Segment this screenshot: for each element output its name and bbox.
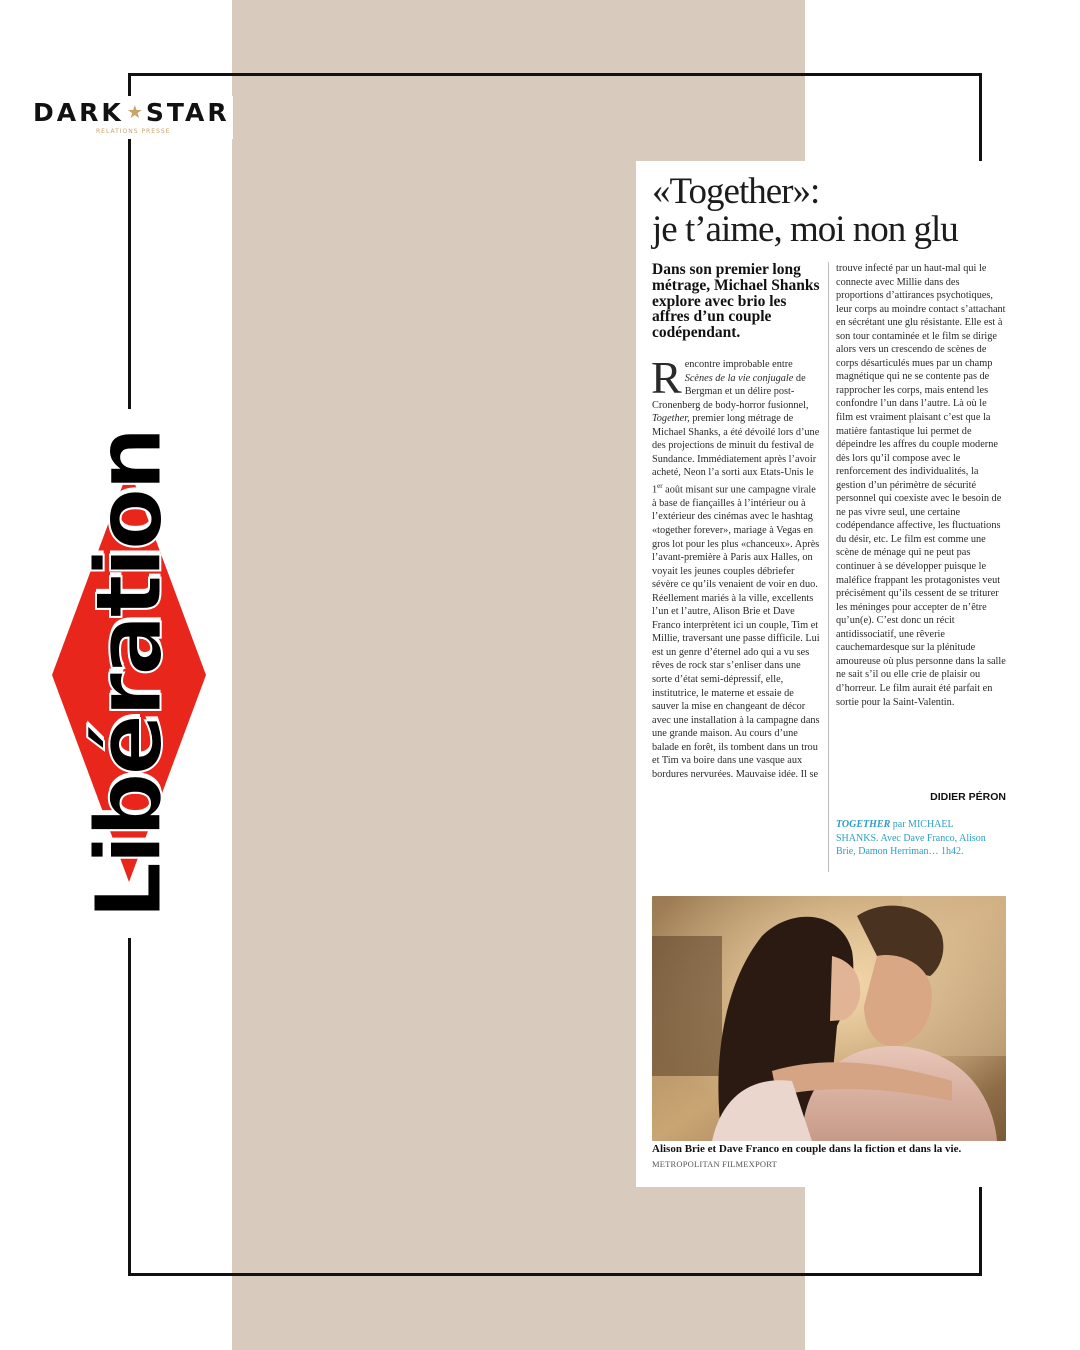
body-text: de Bergman et un délire post-Cronenberg de body-horror fusionnel, bbox=[652, 372, 809, 411]
couple-embrace-image bbox=[652, 896, 1006, 1141]
body-text: trouve infecté par un haut-mal qui le connecte avec Millie dans des proportions d’attirances psychotiques, leur corps au moindre contact s’attachant en sécrétant une glu résistante. Elle est à son tour contaminée et le film se dirige alors vers un crescendo de scènes de corps désarticulés mues par un champ magnétique qui ne se contente pas de rapprocher les corps, mais entend les confondre l’un dans l’autre. Là où le film est vraiment plaisant c’est que la matière fantastique lui permet de dépeindre les affres du couple moderne dès lors qu’il compose avec le renforcement des individualités, la gestion d’un périmètre de sécurité personnel qui coexiste avec le besoin de ne pas vivre seul, une certaine codépendance affective, les fluctuations du désir, etc. Le film est comme une scène de ménage qui ne peut pas continuer à se développer puisque le maléfice frappant les protagonistes veut précisément qu’ils cessent de se triturer les méninges pour accepter de n’être qu’un(e). C’est donc un récit antidissociatif, une rêverie cauchemardesque sur la plénitude amoureuse où plus personne dans la salle ne sait s’il ou elle crie de plaisir ou d’horreur. Le film aurait été parfait en sortie pour la Saint-Valentin. bbox=[836, 263, 1006, 708]
headline-line-1: «Together»: bbox=[652, 171, 820, 212]
frame-line-left-lower bbox=[128, 938, 131, 1276]
liberation-wordmark: Libération bbox=[75, 429, 183, 921]
frame-line-bottom bbox=[128, 1273, 982, 1276]
film-still-photo bbox=[652, 896, 1006, 1141]
photo-caption: Alison Brie et Dave Franco en couple dans la fiction et dans la vie. bbox=[652, 1143, 962, 1155]
logo-subtitle: RELATIONS PRESSE bbox=[96, 128, 171, 135]
logo-word-star: STAR bbox=[145, 98, 230, 127]
superscript: er bbox=[657, 481, 663, 490]
article-headline bbox=[652, 173, 997, 249]
photo-credit: METROPOLITAN FILMEXPORT bbox=[652, 1159, 778, 1169]
article-column-right bbox=[836, 262, 1006, 709]
body-text: août misant sur une campagne virale à base de fiançailles à l’intérieur ou à l’extérieur des cinémas avec le hashtag «together forever», mariage à Vegas en gros lot pour les plus «chanceux». Après l’avant-première à Paris aux Halles, on voyait les jeunes couples débriefer sévère ce qu’ils venaient de voir en duo. Réellement mariés à la ville, excellents l’un et l’autre, Alison Brie et Dave Franco interprètent ici un couple, Tim et Millie, traversant une passe difficile. Lui est un genre d’éternel ado qui a vu ses rêves de rock star s’enliser dans une sorte d’état semi-dépressif, elle, institutrice, le materne et essaie de sauver la mise en changeant de décor avec une installation à la campagne dans une grande maison. Au cours d’une balade en forêt, ils tombent dans un trou et Tim va boire dans une vasque aux bordures nervurées. Mauvaise idée. Il se bbox=[652, 484, 820, 780]
article-column-left bbox=[651, 352, 822, 781]
newspaper-article bbox=[636, 161, 1005, 1187]
drop-cap: R bbox=[651, 352, 682, 403]
frame-line-right-upper bbox=[979, 73, 982, 161]
column-divider bbox=[828, 262, 829, 872]
liberation-logo bbox=[52, 429, 206, 921]
headline-line-2: je t’aime, moi non glu bbox=[652, 209, 958, 250]
frame-line-top bbox=[128, 73, 982, 76]
article-standfirst: Dans son premier long métrage, Michael Shanks explore avec brio les affres d’un couple codépendant. bbox=[652, 261, 820, 342]
star-icon: ★ bbox=[126, 102, 143, 123]
article-author: DIDIER PÉRON bbox=[930, 791, 1006, 803]
body-text-italic: Scènes de la vie conjugale bbox=[684, 372, 794, 384]
body-text: premier long métrage de Michael Shanks, a été dévoilé lors d’une des projections de minuit du festival de Sundance. Immédiatement après l’avoir acheté, Neon l’a sorti aux Etats-Unis le 1 bbox=[652, 413, 820, 496]
body-text-italic: Together, bbox=[652, 413, 690, 425]
body-text: encontre improbable entre bbox=[684, 359, 793, 370]
film-credits bbox=[836, 818, 996, 859]
credits-text: par MICHAEL SHANKS. Avec Dave Franco, Alison Brie, Damon Herriman… 1h42. bbox=[836, 819, 986, 857]
frame-line-right-lower bbox=[979, 1186, 982, 1276]
film-title: TOGETHER bbox=[836, 819, 891, 830]
dark-star-logo bbox=[33, 96, 233, 139]
logo-word-dark: DARK bbox=[33, 98, 124, 127]
